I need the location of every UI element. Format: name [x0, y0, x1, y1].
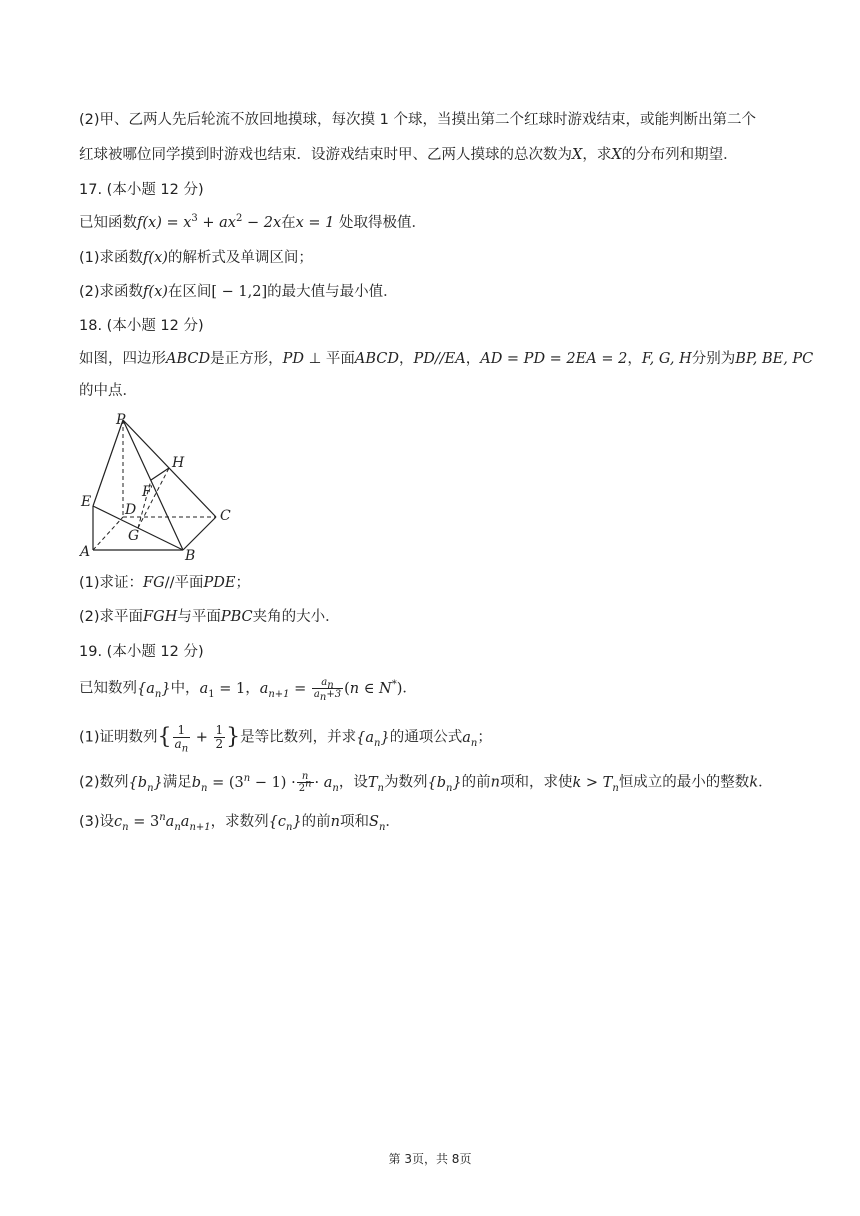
q18-stem-line1: [79, 349, 813, 369]
math: f(x): [143, 250, 168, 266]
text: ；: [235, 575, 250, 591]
edge-FH: [151, 468, 169, 480]
label-A: A: [80, 544, 91, 560]
label-F: F: [142, 484, 152, 500]
text: 平面: [325, 351, 355, 367]
text: 为数列: [383, 774, 428, 791]
math: − 2x: [242, 215, 282, 231]
q19-sub2: (2)数列$\{b_n\}$满足$b_n = (3^n - 1)$ · $\frac{n}{2^n}$ · $a_n$，设$T_n$为数列$\{b_n\}$的前n项和，求使$k > T_n$恒成立的最小的整数k．: [79, 771, 773, 794]
figure-solid-edges: [93, 420, 216, 550]
math: FGH: [143, 609, 178, 625]
math: = x: [161, 215, 192, 231]
q17-header: [79, 180, 204, 200]
edge-BC: [183, 517, 216, 550]
math: x = 1: [295, 215, 335, 231]
math: f(x): [143, 284, 168, 300]
text: 是等比数列，并求: [240, 729, 357, 746]
text: ，求: [582, 147, 612, 163]
q17-stem: 已知函数$f(x) = x^3 + ax^2 - 2x$在x = 1 处取得极值．: [79, 213, 427, 231]
math: PBC: [220, 609, 253, 625]
label-P: P: [116, 412, 126, 428]
text: 17. (本小题 12 分): [79, 182, 204, 198]
math-var: X: [572, 147, 583, 163]
q18-sub1: [79, 573, 250, 593]
text: (1)求证：: [79, 575, 144, 591]
pyramid-figure: [76, 410, 246, 565]
text: 的最大值与最小值．: [267, 284, 398, 300]
text: //平面: [164, 575, 204, 591]
text: 红球被哪位同学摸到时游戏也结束．设游戏结束时甲、乙两人摸球的总次数为: [79, 147, 572, 163]
page-footer: 第 3页，共 8页: [388, 1152, 472, 1166]
text: 已知函数: [79, 215, 137, 231]
math: ABCD: [166, 351, 211, 367]
text: (2)求平面: [79, 609, 144, 625]
math: BP, BE, PC: [735, 351, 814, 367]
text: 在: [281, 215, 296, 231]
figure-hidden-edges: [93, 420, 216, 550]
text: 的解析式及单调区间；: [167, 250, 313, 266]
text: (2)甲、乙两人先后轮流不放回地摸球，每次摸 1 个球，当摸出第二个红球时游戏结束，或能判断出第二个: [79, 112, 756, 128]
math: AD = PD = 2EA = 2: [480, 351, 628, 367]
text: 满足: [162, 774, 192, 791]
text: ，设: [338, 774, 368, 791]
q18-header: [79, 316, 204, 336]
text: 的通项公式: [389, 729, 463, 746]
q17-sub2: [79, 282, 398, 302]
label-D: D: [125, 502, 137, 518]
label-E: E: [81, 494, 92, 510]
text: ，: [399, 351, 414, 367]
math: [ − 1,2]: [211, 284, 268, 300]
q18-sub2: [79, 607, 340, 627]
q19-sub3: (3)设$c_n = 3^na_na_{n+1}$，求数列$\{c_n\}$的前n项和$S_n$．: [79, 812, 400, 833]
math: ⊥: [304, 351, 326, 367]
text: 处取得极值．: [334, 215, 427, 231]
text: 项和: [340, 814, 370, 830]
text: 的前: [461, 774, 491, 791]
text: ．: [385, 814, 400, 830]
text: 中，: [170, 680, 200, 697]
math: PD//EA: [413, 351, 466, 367]
text: (1)证明数列: [79, 729, 158, 746]
math: FG: [143, 575, 165, 591]
q19-header: [79, 642, 204, 662]
math: ABCD: [354, 351, 399, 367]
q16-part2-line2: [79, 145, 738, 165]
math: F, G, H: [641, 351, 692, 367]
text: 夹角的大小．: [252, 609, 340, 625]
edge-AD: [93, 517, 123, 550]
text: 如图，四边形: [79, 351, 166, 367]
math: a: [199, 680, 209, 697]
label-C: C: [220, 508, 231, 524]
q19-stem: 已知数列$\{a_n\}$中，$a_1 = 1$，$a_{n+1}$ = $\frac{a_n}{a_n+3}$ (n ∈ N*)．: [79, 677, 417, 703]
text: 19. (本小题 12 分): [79, 644, 204, 660]
text: (2)求函数: [79, 284, 144, 300]
text: 已知数列: [79, 680, 137, 697]
text: 的前: [301, 814, 331, 830]
text: 分别为: [691, 351, 736, 367]
text: 恒成立的最小的整数: [618, 774, 750, 791]
text: (2)数列: [79, 774, 129, 791]
text: 的分布列和期望．: [621, 147, 738, 163]
math-var: X: [611, 147, 622, 163]
fraction: $\frac{a_n}{a_n+3}$: [313, 677, 342, 703]
text: ，: [627, 351, 642, 367]
text: ，: [245, 680, 260, 697]
math: f(x): [137, 215, 162, 231]
q18-stem-line2: [79, 381, 137, 401]
text: 与平面: [177, 609, 221, 625]
text: (3)设: [79, 814, 115, 830]
text: (1)求函数: [79, 250, 144, 266]
text: 的中点．: [79, 383, 137, 399]
math: + ax: [197, 215, 236, 231]
math: PDE: [203, 575, 236, 591]
text: ，: [465, 351, 481, 367]
text: 是正方形，: [210, 351, 283, 367]
q17-sub1: [79, 248, 313, 268]
label-H: H: [172, 455, 185, 471]
label-G: G: [128, 528, 140, 544]
text: ，求数列: [210, 814, 269, 830]
q16-part2-line1: [79, 110, 756, 130]
edge-PE: [93, 420, 123, 506]
edge-PC: [123, 420, 216, 517]
text: ．: [758, 774, 773, 791]
math: PD: [282, 351, 305, 367]
text: 在区间: [167, 284, 212, 300]
text: 18. (本小题 12 分): [79, 318, 204, 334]
q19-sub1: (1)证明数列{ $\frac{1}{a_n}$ + $\frac{1}{2}$ }是等比数列，并求$\{a_n\}$的通项公式$a_n$；: [79, 723, 492, 755]
text: ；: [477, 729, 492, 746]
label-B: B: [185, 548, 196, 564]
text: 项和，求使: [500, 774, 573, 791]
